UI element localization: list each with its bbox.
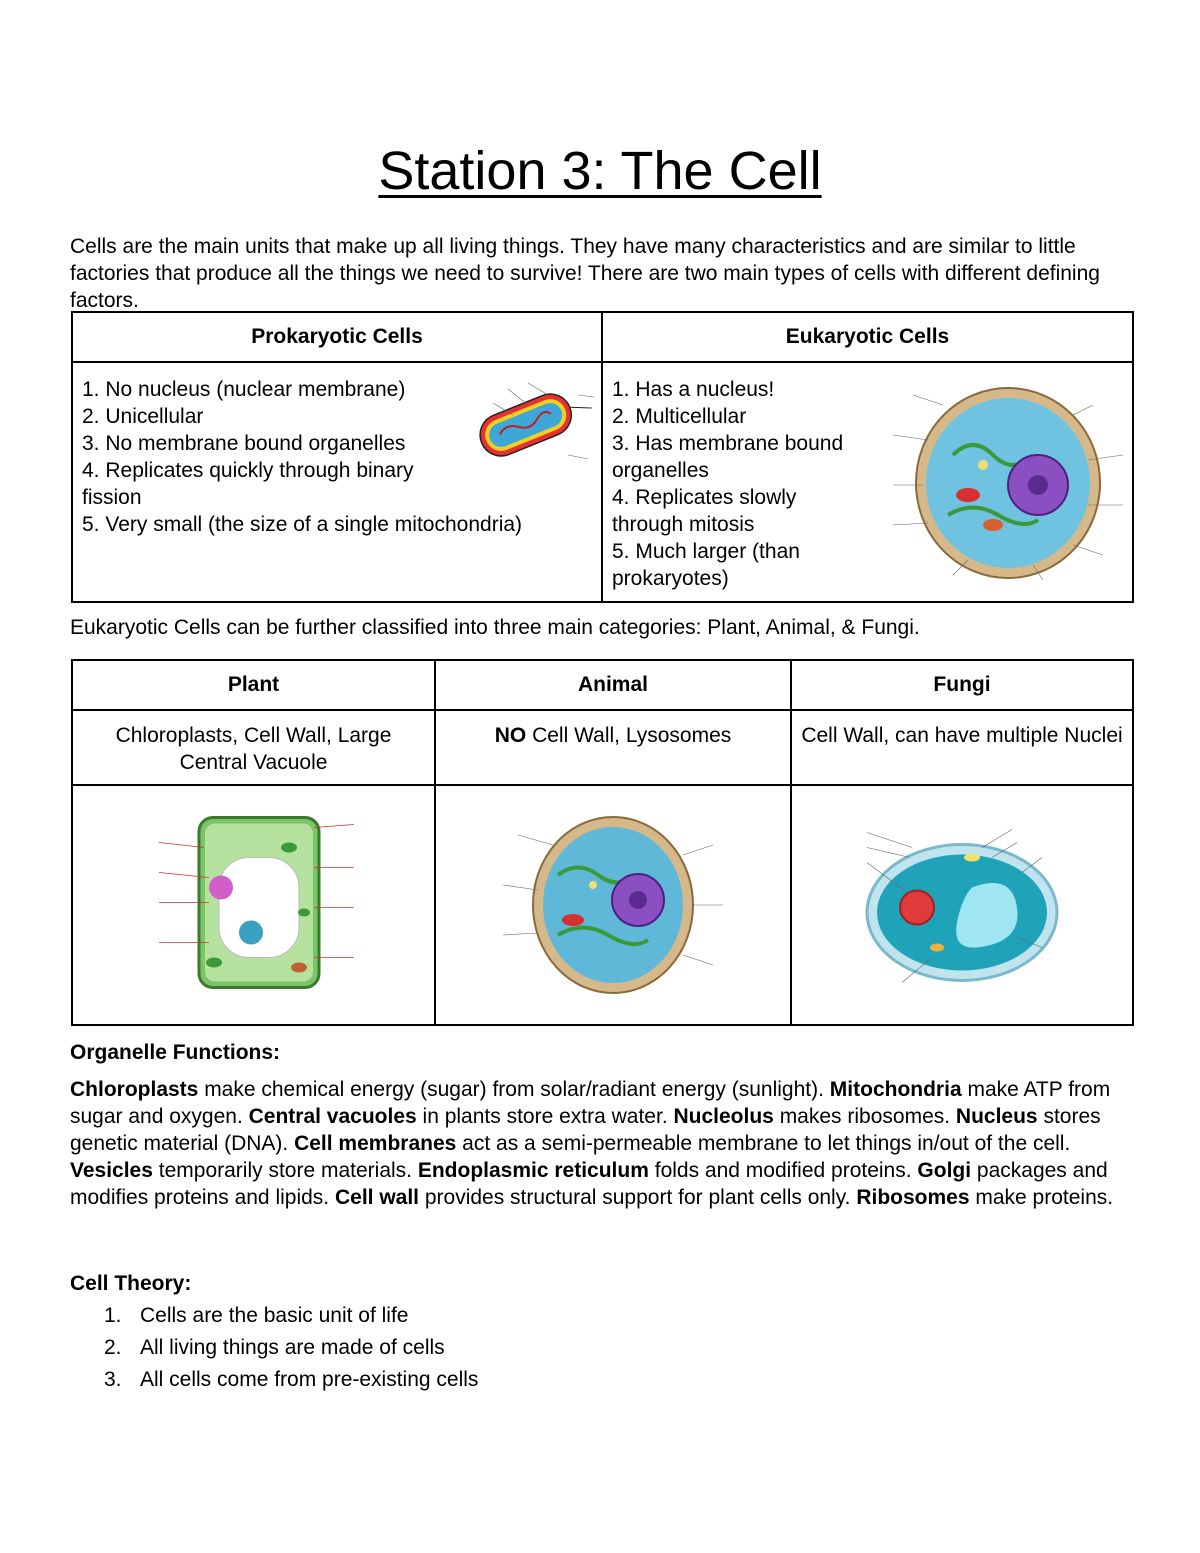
list-number: 1. [104,1304,122,1327]
organelle-heading: Organelle Functions: [70,1041,281,1064]
organelle-term: Cell wall [334,1186,420,1209]
list-item: 4. Replicates quickly through binary [82,459,414,482]
organelle-function: make chemical energy (sugar) from solar/radiant energy (sunlight). [198,1078,830,1101]
organelle-function: packages and modifies proteins and lipids. [70,1159,1108,1209]
animal-cell-diagram [498,805,728,1005]
cell-theory-heading: Cell Theory: [70,1272,192,1295]
list-item: 2. Multicellular [612,405,747,428]
cell-types-table [71,311,1134,603]
list-item: 1. Has a nucleus! [612,378,775,401]
prokaryotic-cell-content [73,363,601,601]
list-item: prokaryotes) [612,567,729,590]
list-text: All cells come from pre-existing cells [140,1368,479,1391]
prokaryote-diagram [468,375,598,475]
eukaryote-diagram [883,375,1133,590]
eukaryote-categories-table [71,659,1134,1026]
organelle-function: stores genetic material (DNA). [70,1105,1101,1155]
list-number: 3. [104,1368,122,1391]
organelle-function: provides structural support for plant cells only. [419,1186,857,1209]
eukaryotic-list [612,376,843,592]
organelle-term: Central vacuoles [248,1105,417,1128]
plant-cell-diagram [139,813,369,998]
list-item: 2. Unicellular [82,405,204,428]
list-item: 5. Much larger (than [612,540,800,563]
plant-description: Chloroplasts, Cell Wall, Large Central Vacuole [115,724,392,774]
organelle-paragraph [70,1076,1140,1211]
organelle-function: act as a semi-permeable membrane to let things in/out of the cell. [456,1132,1071,1155]
list-item: 3. No membrane bound organelles [82,432,406,455]
organelle-term: Endoplasmic reticulum [417,1159,649,1182]
organelle-function: makes ribosomes. [773,1105,956,1128]
eukaryotic-cell-content [603,363,1132,601]
organelle-function: folds and modified proteins. [648,1159,918,1182]
header-eukaryotic: Eukaryotic Cells [602,312,1133,362]
animal-description-rest: Cell Wall, Lysosomes [526,724,732,747]
fungi-cell-cell [792,786,1132,1024]
header-animal: Animal [435,660,791,710]
list-item [104,1364,478,1396]
cell-theory-list [104,1300,478,1396]
list-text: Cells are the basic unit of life [140,1304,409,1327]
organelle-term: Chloroplasts [70,1078,199,1101]
list-item: 4. Replicates slowly [612,486,797,509]
list-number: 2. [104,1336,122,1359]
list-item [104,1300,478,1332]
organelle-term: Nucleus [955,1105,1038,1128]
animal-no-word: NO [494,724,527,747]
animal-description [436,711,790,757]
list-item [104,1332,478,1364]
header-fungi: Fungi [791,660,1133,710]
intro-paragraph: Cells are the main units that make up all living things. They have many characteristics and are similar to little factories that produce all the things we need to survive! There are two main types of cells with different defining factors. [70,235,1100,312]
list-text: All living things are made of cells [140,1336,445,1359]
fungi-cell-diagram [842,818,1082,993]
organelle-term: Cell membranes [294,1132,457,1155]
organelle-term: Nucleolus [673,1105,774,1128]
list-item: through mitosis [612,513,755,536]
list-item: 5. Very small (the size of a single mitochondria) [82,513,523,536]
prokaryotic-list [82,376,522,538]
organelle-function: temporarily store materials. [152,1159,418,1182]
classification-sentence: Eukaryotic Cells can be further classified into three main categories: Plant, Animal, & Fungi. [70,616,920,639]
list-item: 3. Has membrane bound [612,432,844,455]
list-item: fission [82,486,142,509]
organelle-function: make ATP from sugar and oxygen. [70,1078,1111,1128]
organelle-term: Vesicles [70,1159,153,1182]
page-title: Station 3: The Cell [378,141,822,201]
list-item: organelles [612,459,709,482]
header-prokaryotic: Prokaryotic Cells [72,312,602,362]
list-item: 1. No nucleus (nuclear membrane) [82,378,406,401]
organelle-term: Ribosomes [856,1186,970,1209]
fungi-description: Cell Wall, can have multiple Nuclei [801,724,1123,747]
organelle-term: Golgi [917,1159,972,1182]
animal-cell-cell [436,786,790,1024]
organelle-term: Mitochondria [829,1078,962,1101]
plant-cell-cell [73,786,434,1024]
organelle-function: in plants store extra water. [416,1105,674,1128]
header-plant: Plant [72,660,435,710]
organelle-function: make proteins. [969,1186,1114,1209]
